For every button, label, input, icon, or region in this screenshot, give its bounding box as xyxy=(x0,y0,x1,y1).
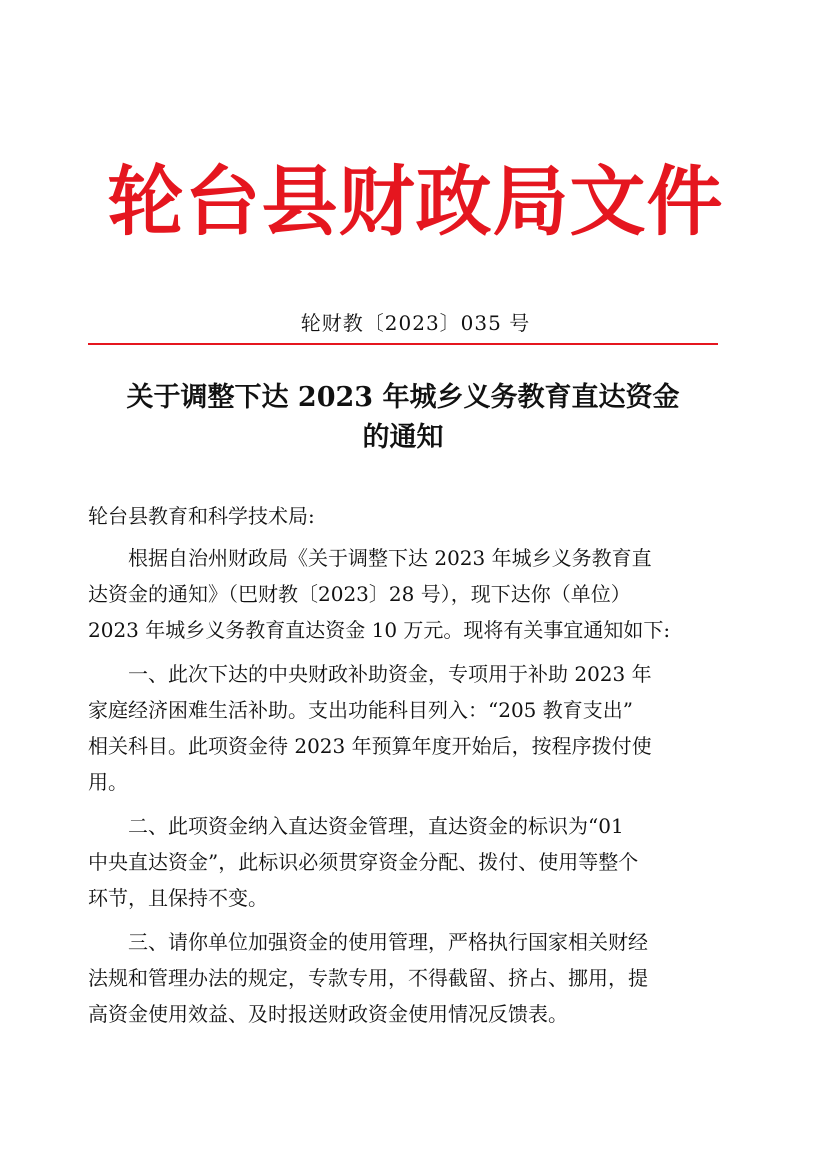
document-masthead: 轮台县财政局文件 xyxy=(107,157,724,246)
salutation: 轮台县教育和科学技术局: xyxy=(88,504,315,528)
paragraph xyxy=(88,924,718,1032)
document-body xyxy=(88,498,718,1040)
title-line-1: 关于调整下达 2023 年城乡义务教育直达资金 xyxy=(126,382,680,413)
document-number: 轮财教〔2023〕035 号 xyxy=(300,311,531,335)
paragraph xyxy=(88,808,718,916)
paragraph-line: 2023 年城乡义务教育直达资金 10 万元。现将有关事宜通知如下: xyxy=(88,618,671,642)
paragraph xyxy=(88,656,718,800)
paragraph-line: 用。 xyxy=(88,770,128,794)
paragraph-line: 根据自治州财政局《关于调整下达 2023 年城乡义务教育直 xyxy=(128,546,652,570)
paragraph-line: 相关科目。此项资金待 2023 年预算年度开始后，按程序拨付使 xyxy=(88,734,652,758)
document-title xyxy=(88,378,718,458)
title-line-2: 的通知 xyxy=(362,422,444,453)
paragraph-line: 达资金的通知》（巴财教〔2023〕28 号），现下达你（单位） xyxy=(88,582,631,606)
paragraph-line: 高资金使用效益、及时报送财政资金使用情况反馈表。 xyxy=(88,1002,568,1026)
paragraph xyxy=(88,540,718,648)
paragraph-line: 环节，且保持不变。 xyxy=(88,886,268,910)
paragraph-line: 中央直达资金”，此标识必须贯穿资金分配、拨付、使用等整个 xyxy=(88,850,639,874)
red-separator-line xyxy=(88,343,718,345)
paragraph-line: 二、此项资金纳入直达资金管理，直达资金的标识为“01 xyxy=(128,814,624,838)
paragraph-line: 法规和管理办法的规定，专款专用，不得截留、挤占、挪用，提 xyxy=(88,966,648,990)
paragraph-line: 一、此次下达的中央财政补助资金，专项用于补助 2023 年 xyxy=(128,662,652,686)
paragraph-line: 家庭经济困难生活补助。支出功能科目列入：“205 教育支出” xyxy=(88,698,633,722)
paragraph-line: 三、请你单位加强资金的使用管理，严格执行国家相关财经 xyxy=(128,930,648,954)
